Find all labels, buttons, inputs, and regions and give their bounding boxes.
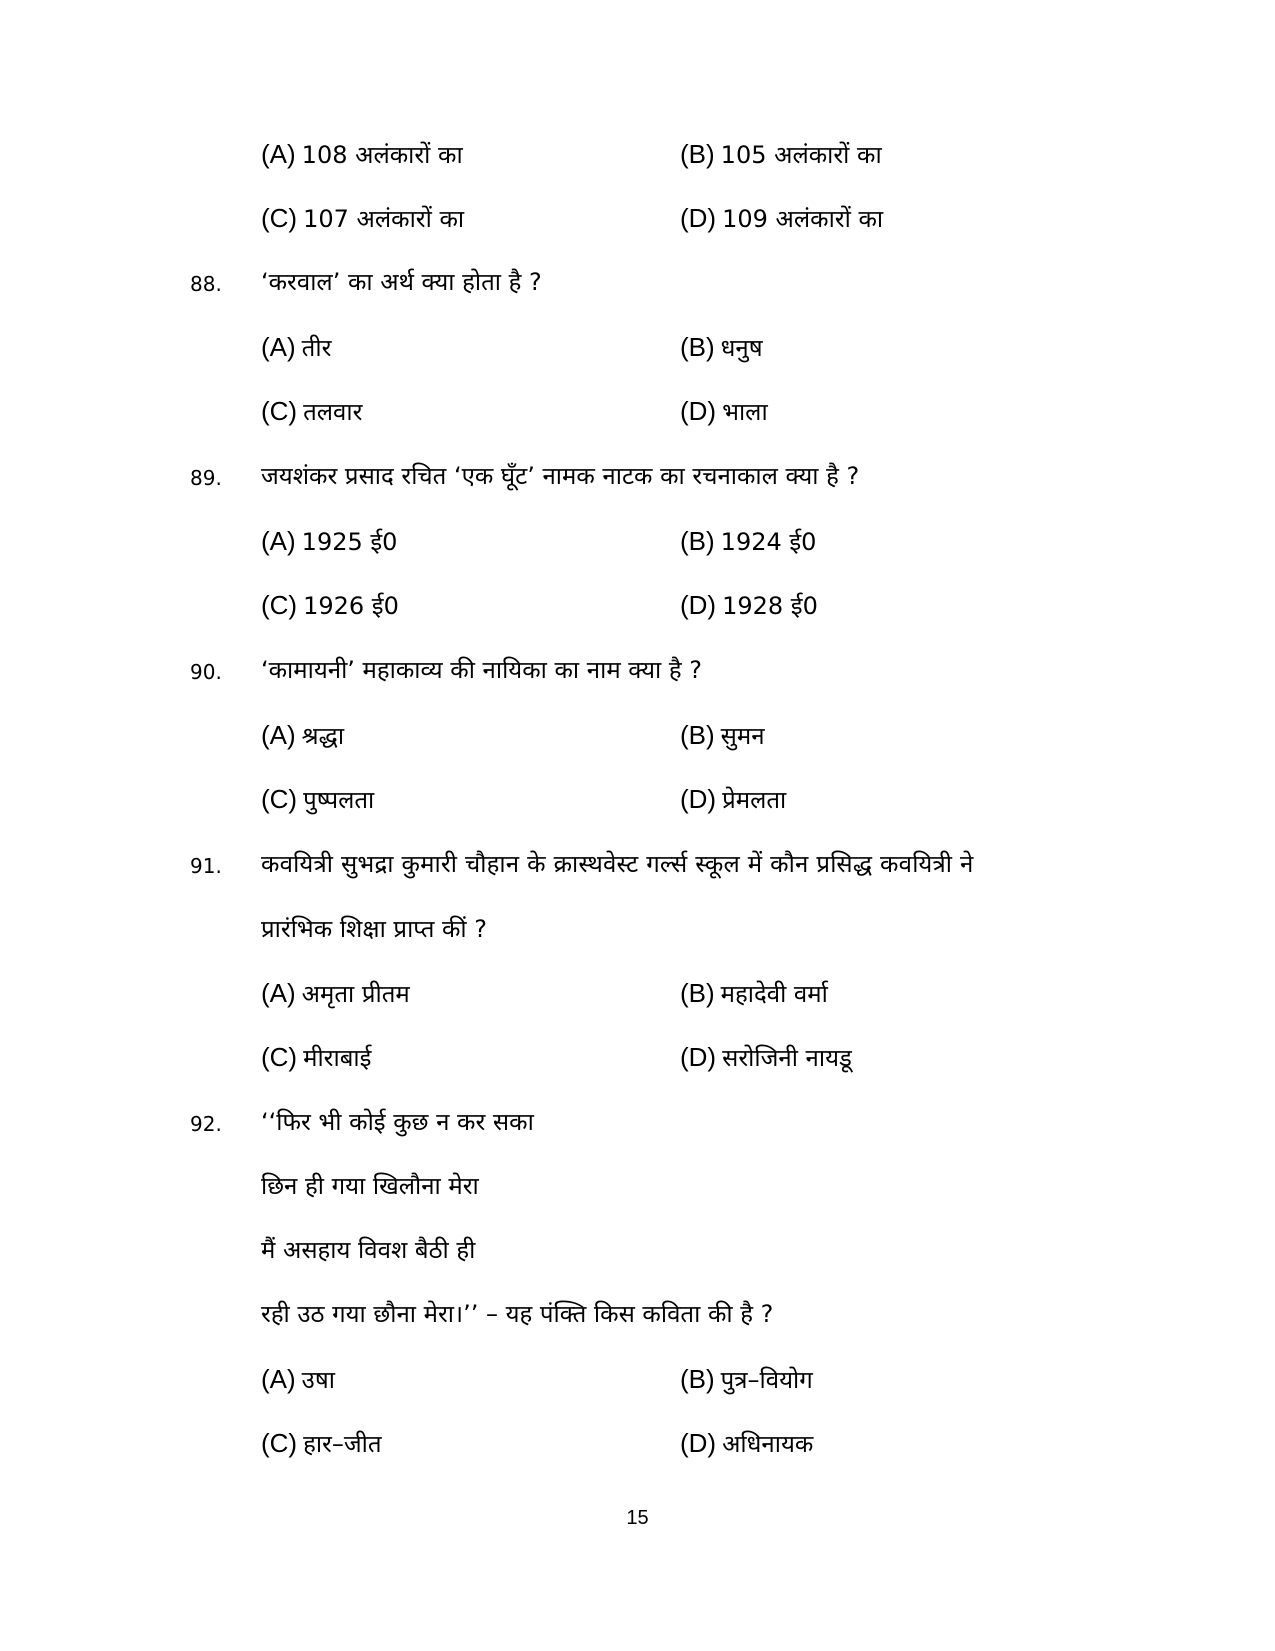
q88-option-c: (C) तलवार <box>261 396 363 426</box>
q91-option-a: (A) अमृता प्रीतम <box>261 978 410 1008</box>
q88-number: 88. <box>190 272 222 296</box>
q89-text: जयशंकर प्रसाद रचित ‘एक घूँट’ नामक नाटक का रचनाकाल क्या है ? <box>261 462 860 490</box>
q92-verse-line: छिन ही गया खिलौना मेरा <box>261 1172 479 1200</box>
q90-option-b: (B) सुमन <box>680 720 765 750</box>
q92-option-c: (C) हार–जीत <box>261 1428 382 1458</box>
q92-option-d: (D) अधिनायक <box>680 1428 814 1458</box>
q89-option-a: (A) 1925 ई0 <box>261 526 398 556</box>
q88-option-a: (A) तीर <box>261 332 332 362</box>
q88-option-d: (D) भाला <box>680 396 768 426</box>
q92-number: 92. <box>190 1112 222 1136</box>
q90-number: 90. <box>190 660 222 684</box>
q91-option-c: (C) मीराबाई <box>261 1042 372 1072</box>
q87-option-d: (D) 109 अलंकारों का <box>680 203 884 233</box>
q92-verse-line: मैं असहाय विवश बैठी ही <box>261 1236 476 1264</box>
q91-number: 91. <box>190 854 222 878</box>
q90-option-d: (D) प्रेमलता <box>680 784 787 814</box>
q89-option-d: (D) 1928 ई0 <box>680 590 818 620</box>
q91-option-b: (B) महादेवी वर्मा <box>680 978 828 1008</box>
q88-text: ‘करवाल’ का अर्थ क्या होता है ? <box>261 268 542 296</box>
q87-option-a: (A) 108 अलंकारों का <box>261 139 463 169</box>
page-number: 15 <box>626 1507 649 1529</box>
q88-option-b: (B) धनुष <box>680 332 763 362</box>
q92-option-b: (B) पुत्र–वियोग <box>680 1364 813 1394</box>
q90-option-c: (C) पुष्पलता <box>261 784 375 814</box>
q91-text-line2: प्रारंभिक शिक्षा प्राप्त कीं ? <box>261 915 488 943</box>
q89-option-c: (C) 1926 ई0 <box>261 590 399 620</box>
q90-text: ‘कामायनी’ महाकाव्य की नायिका का नाम क्या है ? <box>261 656 703 684</box>
q92-option-a: (A) उषा <box>261 1364 335 1394</box>
q90-option-a: (A) श्रद्धा <box>261 720 345 750</box>
q92-question-line: रही उठ गया छौना मेरा।’’ – यह पंक्ति किस कविता की है ? <box>261 1300 774 1328</box>
q91-option-d: (D) सरोजिनी नायडू <box>680 1042 852 1072</box>
q91-text-line1: कवयित्री सुभद्रा कुमारी चौहान के क्रास्थवेस्ट गर्ल्स स्कूल में कौन प्रसिद्ध कवयित्री ने <box>261 850 974 878</box>
q87-option-b: (B) 105 अलंकारों का <box>680 139 882 169</box>
q92-verse-line: ‘‘फिर भी कोई कुछ न कर सका <box>261 1108 534 1136</box>
q87-option-c: (C) 107 अलंकारों का <box>261 203 465 233</box>
q89-option-b: (B) 1924 ई0 <box>680 526 817 556</box>
q89-number: 89. <box>190 466 222 490</box>
